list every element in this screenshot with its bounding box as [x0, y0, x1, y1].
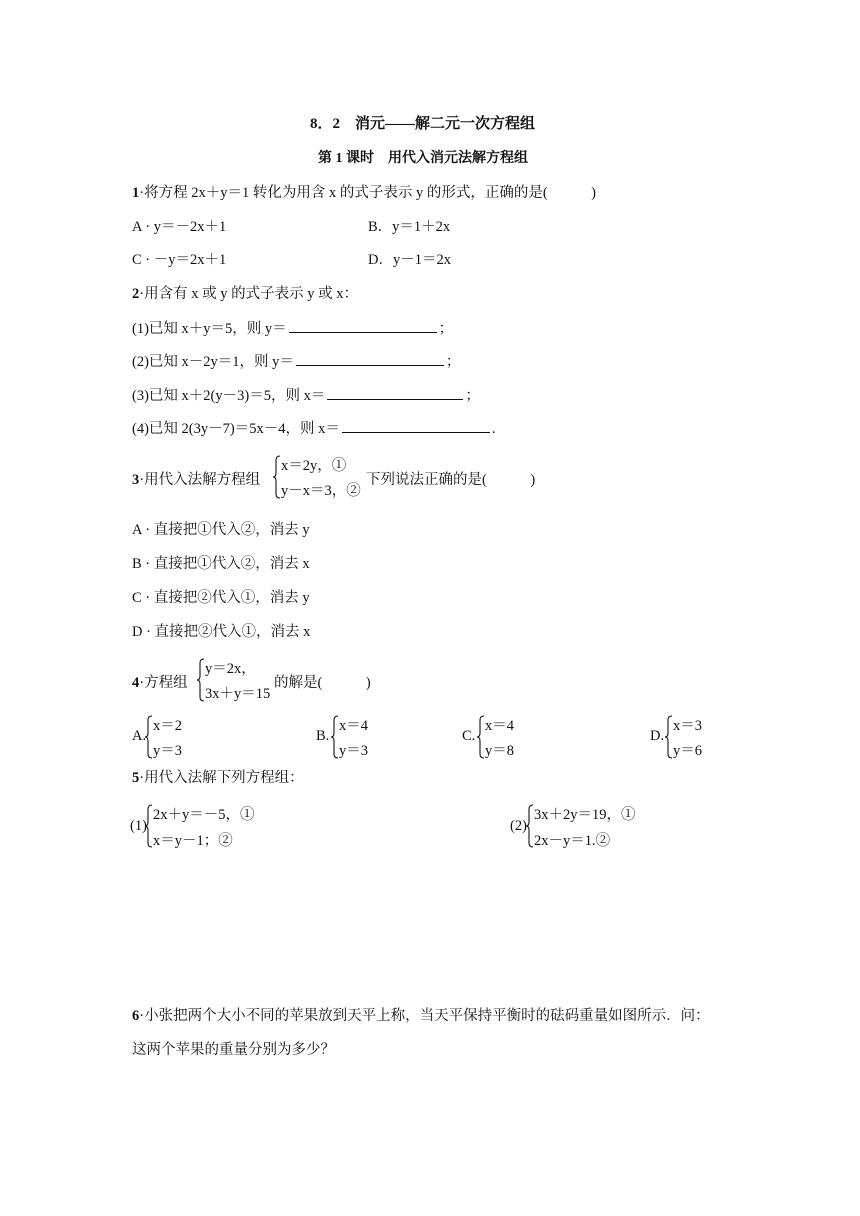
equation-2: y－x＝3，② [281, 483, 361, 499]
q5-part-2-system [525, 803, 655, 849]
question-3-stem-tail: 下列说法正确的是( ) [366, 472, 536, 488]
q3-option-a: A · 直接把①代入②，消去 y [132, 522, 310, 538]
q2-item-4 [132, 417, 495, 438]
q1-option-c: C · －y＝2x＋1 [132, 252, 227, 268]
question-number: 4 [132, 675, 140, 691]
item-suffix: ； [438, 321, 454, 337]
question-text: ·将方程 2x＋y＝1 转化为用含 x 的式子表示 y 的形式，正确的是( ) [139, 185, 596, 201]
equation-2: 3x＋y＝15 [205, 686, 271, 702]
equation-2: y＝8 [485, 743, 514, 759]
q3-option-c: C · 直接把②代入①，消去 y [132, 590, 310, 606]
equation-1: y＝2x， [205, 661, 256, 677]
equation-1: x＝2 [153, 718, 182, 734]
question-2-stem [132, 282, 358, 303]
question-6-stem-line2: 这两个苹果的重量分别为多少？ [132, 1042, 335, 1058]
item-text: (4)已知 2(3y－7)＝5x－4，则 x＝ [132, 421, 340, 437]
item-suffix: ； [465, 388, 480, 404]
q1-option-d: D．y－1＝2x [368, 252, 451, 268]
question-text: ·方程组 [139, 675, 188, 691]
q4-option-b-system [330, 714, 390, 760]
equation-2: y＝3 [153, 743, 182, 759]
equation-1: 2x＋y＝－5，① [153, 807, 255, 823]
item-suffix: . [491, 421, 496, 437]
q1-option-b: B．y＝1＋2x [368, 219, 451, 235]
question-5-stem [132, 766, 304, 787]
item-text: (2)已知 x－2y＝1，则 y＝ [132, 354, 294, 370]
q2-item-3 [132, 384, 480, 405]
answer-blank[interactable] [327, 385, 463, 400]
question-number: 2 [132, 286, 140, 302]
question-3-stem [132, 468, 260, 489]
q4-option-d-label: D. [650, 728, 665, 744]
question-text: ·用含有 x 或 y 的式子表示 y 或 x： [139, 286, 358, 302]
question-number: 3 [132, 472, 140, 488]
section-title: 8．2 消元——解二元一次方程组 [310, 116, 536, 132]
q4-option-c-label: C. [462, 728, 476, 744]
question-text: ·用代入法解方程组 [139, 472, 261, 488]
equation-1: x＝4 [339, 718, 368, 734]
equation-2: y＝6 [673, 743, 702, 759]
equation-1: x＝4 [485, 718, 514, 734]
q4-option-a-system [144, 714, 204, 760]
question-6-stem [132, 1004, 710, 1025]
answer-blank[interactable] [296, 351, 444, 366]
equation-1: x＝2y，① [281, 458, 347, 474]
q4-option-c-system [476, 714, 536, 760]
q5-part-2-label: (2) [510, 818, 527, 834]
question-4-stem [132, 671, 188, 692]
q4-option-b-label: B. [316, 728, 330, 744]
question-4-stem-tail: 的解是( ) [274, 675, 371, 691]
question-text: ·用代入法解下列方程组： [139, 770, 304, 786]
item-text: (3)已知 x＋2(y－3)＝5，则 x＝ [132, 388, 326, 404]
answer-blank[interactable] [342, 418, 490, 433]
q3-equation-system [272, 454, 364, 500]
answer-blank[interactable] [289, 318, 437, 333]
equation-2: x＝y－1；② [153, 833, 233, 849]
q5-part-1-system [144, 803, 274, 849]
q2-item-2 [132, 350, 460, 371]
question-number: 5 [132, 770, 140, 786]
q4-option-d-system [664, 714, 724, 760]
q3-option-b: B · 直接把①代入②，消去 x [132, 556, 310, 572]
q2-item-1 [132, 317, 453, 338]
item-text: (1)已知 x＋y＝5，则 y＝ [132, 321, 287, 337]
equation-1: 3x＋2y＝19，① [534, 807, 636, 823]
lesson-subtitle: 第 1 课时 用代入消元法解方程组 [318, 151, 528, 166]
equation-2: 2x－y＝1.② [534, 833, 611, 849]
q4-option-a-label: A. [132, 728, 147, 744]
question-number: 6 [132, 1008, 140, 1024]
question-1-stem [132, 181, 596, 202]
q1-option-a: A · y＝－2x＋1 [132, 219, 227, 235]
question-number: 1 [132, 185, 140, 201]
question-text: ·小张把两个大小不同的苹果放到天平上称，当天平保持平衡时的砝码重量如图所示．问： [139, 1008, 710, 1024]
q4-equation-system [196, 657, 276, 703]
equation-1: x＝3 [673, 718, 702, 734]
equation-2: y＝3 [339, 743, 368, 759]
q5-part-1-label: (1) [130, 818, 147, 834]
item-suffix: ； [445, 354, 461, 370]
q3-option-d: D · 直接把②代入①，消去 x [132, 624, 311, 640]
